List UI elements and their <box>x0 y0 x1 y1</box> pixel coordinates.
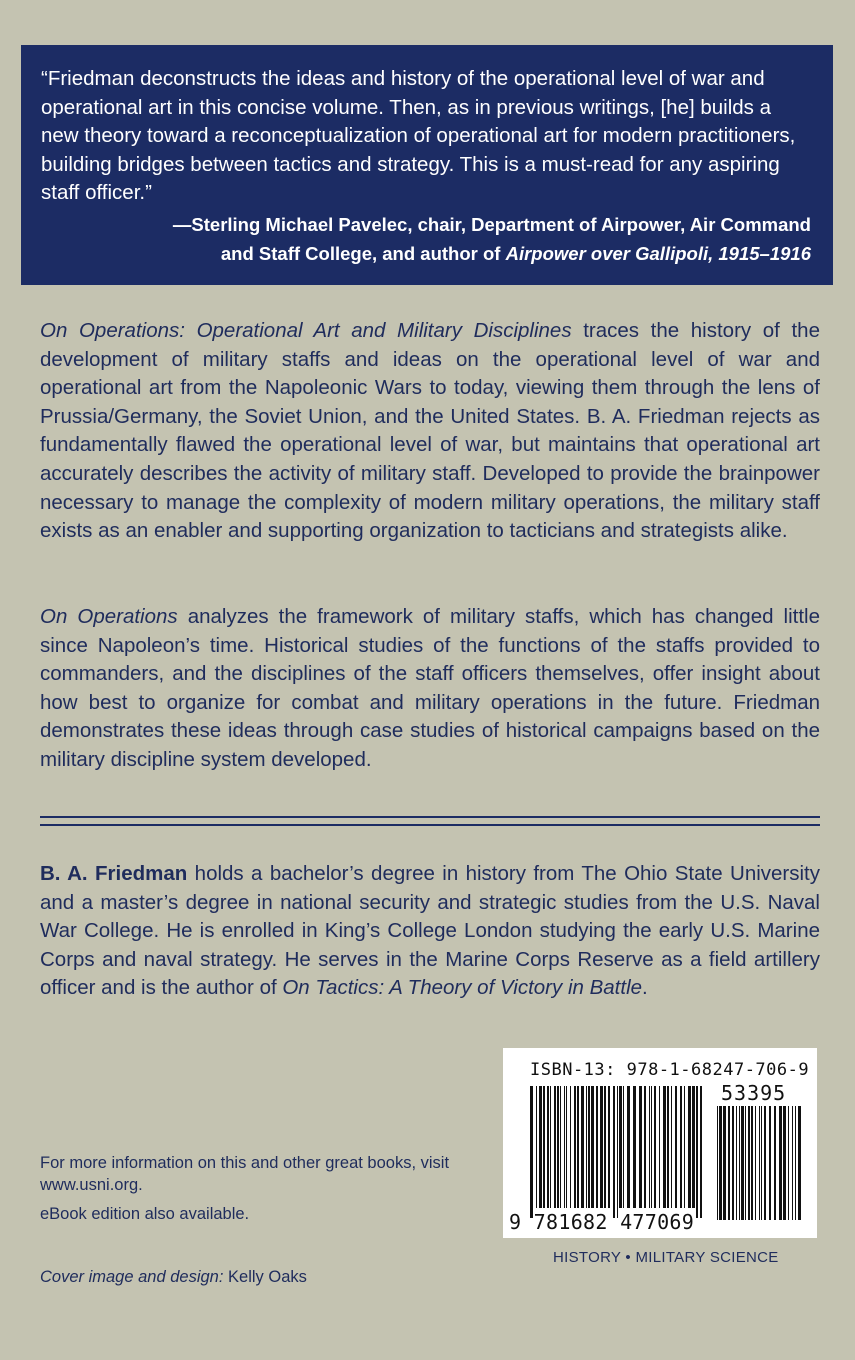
attribution-line-2 <box>41 239 811 268</box>
barcode-bar-18 <box>783 1106 786 1220</box>
ean-bars <box>530 1086 702 1218</box>
barcode-bar-38 <box>680 1086 682 1208</box>
barcode-bar-8 <box>560 1086 561 1208</box>
barcode-bar-0 <box>717 1106 718 1220</box>
barcode-bar-6 <box>739 1106 740 1220</box>
barcode-bar-31 <box>651 1086 652 1208</box>
barcode-bar-25 <box>623 1086 624 1208</box>
author-bio <box>40 860 820 1003</box>
barcode-bar-9 <box>564 1086 565 1208</box>
divider-bottom <box>40 824 820 826</box>
barcode-bar-28 <box>639 1086 642 1208</box>
barcode-bar-8 <box>745 1106 746 1220</box>
barcode-bar-21 <box>795 1106 796 1220</box>
barcode-bar-11 <box>755 1106 756 1220</box>
barcode-bar-4 <box>732 1106 734 1220</box>
barcode-bar-17 <box>779 1106 782 1220</box>
book-title-short: On Operations <box>40 605 178 628</box>
barcode-bar-7 <box>557 1086 559 1208</box>
barcode-bar-5 <box>550 1086 551 1208</box>
barcode-bar-13 <box>577 1086 579 1208</box>
description-p1-body: traces the history of the development of military staffs and ideas on the operational level of war and operational art from the Napoleonic Wars to today, viewing them through the lens of Prussia/Germany, the Soviet Union, and the United States. B. A. Friedman rejects as fundamentally flawed the operational level of war, but maintains that operational art accurately describes the activity of military staff. Developed to provide the brainpower necessary to manage the complexity of modern military operations, the military staff exists as an enabler and supporting organization to tacticians and strategists alike. <box>40 319 820 543</box>
barcode-bar-4 <box>547 1086 549 1208</box>
barcode-bar-26 <box>627 1086 630 1208</box>
barcode-bar-7 <box>741 1106 744 1220</box>
endorsement-box <box>21 45 833 285</box>
barcode-bar-1 <box>536 1086 537 1208</box>
barcode-bar-20 <box>604 1086 606 1208</box>
cover-credits <box>40 1266 307 1288</box>
barcode-bar-2 <box>723 1106 726 1220</box>
description-paragraph-2 <box>40 603 820 775</box>
barcode-bar-33 <box>659 1086 660 1208</box>
barcode-bar-17 <box>591 1086 594 1208</box>
description-paragraph-1 <box>40 317 820 546</box>
barcode-bar-16 <box>774 1106 776 1220</box>
description-p2-body: analyzes the framework of military staffs, which has changed little since Napoleon’s time. Historical studies of the functions of the staffs provided to commanders, and the disciplines of the staff officers themselves, offer insight about how best to organize for combat and military operations in the future. Friedman demonstrates these ideas through case studies of historical campaigns based on the military discipline system developed. <box>40 605 820 771</box>
barcode-bar-37 <box>675 1086 677 1208</box>
barcode-bar-32 <box>654 1086 656 1208</box>
barcode-bar-36 <box>671 1086 672 1208</box>
barcode-bar-18 <box>596 1086 598 1208</box>
barcode-bar-23 <box>617 1086 618 1218</box>
barcode-bar-14 <box>764 1106 766 1220</box>
barcode-bar-30 <box>649 1086 650 1208</box>
barcode-bar-15 <box>769 1106 771 1220</box>
barcode-bar-10 <box>751 1106 753 1220</box>
barcode-bar-16 <box>588 1086 590 1208</box>
endorsement-quote: “Friedman deconstructs the ideas and history of the operational level of war and operational art in this concise volume. Then, as in previous writings, [he] builds a new theory toward a reconceptualization of operational art for modern practitioners, building bridges between tactics and strategy. This is a must-read for any aspiring staff officer.” <box>41 67 796 204</box>
author-other-book: On Tactics: A Theory of Victory in Battle <box>282 976 643 1000</box>
barcode-bar-12 <box>574 1086 576 1208</box>
barcode-bar-29 <box>644 1086 646 1208</box>
more-info-text: For more information on this and other great books, visit www.usni.org. <box>40 1154 450 1194</box>
barcode-bar-2 <box>539 1086 542 1208</box>
book-title-full: On Operations: Operational Art and Military Disciplines <box>40 319 572 342</box>
barcode-bar-22 <box>798 1106 801 1220</box>
barcode <box>503 1048 817 1238</box>
barcode-bar-19 <box>788 1106 789 1220</box>
barcode-bar-6 <box>554 1086 556 1208</box>
author-bio-body: holds a bachelor’s degree in history from The Ohio State University and a master’s degree in national security and strategic studies from the U.S. Naval War College. He is enrolled in King’s College London studying the early U.S. Marine Corps and naval strategy. He serves in the Marine Corps Reserve as a field artillery officer and is the author of <box>40 862 820 1000</box>
addon-bars <box>717 1106 801 1220</box>
barcode-bar-43 <box>700 1086 702 1218</box>
barcode-bar-13 <box>761 1106 762 1220</box>
barcode-bar-22 <box>613 1086 615 1218</box>
barcode-bar-5 <box>736 1106 737 1220</box>
attribution-prefix: and Staff College, and author of <box>220 242 506 264</box>
endorsement-attribution <box>41 210 811 268</box>
barcode-bar-34 <box>663 1086 666 1208</box>
barcode-bar-3 <box>728 1106 730 1220</box>
barcode-bar-10 <box>566 1086 567 1208</box>
divider-top <box>40 816 820 818</box>
barcode-bar-42 <box>696 1086 698 1218</box>
barcode-bar-9 <box>748 1106 750 1220</box>
barcode-bar-21 <box>608 1086 610 1208</box>
ebook-note: eBook edition also available. <box>40 1205 250 1223</box>
isbn-label: ISBN-13: 978-1-68247-706-9 <box>530 1060 810 1080</box>
barcode-bar-39 <box>684 1086 685 1208</box>
price-code: 53395 <box>721 1081 787 1105</box>
barcode-bar-0 <box>530 1086 533 1218</box>
barcode-bar-27 <box>633 1086 636 1208</box>
barcode-bar-40 <box>688 1086 691 1208</box>
barcode-bar-15 <box>586 1086 587 1208</box>
barcode-bar-3 <box>543 1086 545 1208</box>
barcode-bar-20 <box>792 1106 793 1220</box>
barcode-bar-12 <box>759 1106 760 1220</box>
credits-label: Cover image and design: <box>40 1268 224 1286</box>
barcode-bar-14 <box>581 1086 584 1208</box>
barcode-bar-11 <box>570 1086 571 1208</box>
barcode-bar-24 <box>619 1086 622 1208</box>
category-label: HISTORY • MILITARY SCIENCE <box>553 1249 779 1266</box>
barcode-bar-41 <box>692 1086 695 1208</box>
ean-digits: 9 781682 477069 <box>509 1210 695 1234</box>
barcode-bar-35 <box>667 1086 669 1208</box>
attribution-line-1: —Sterling Michael Pavelec, chair, Department of Airpower, Air Command <box>172 213 811 235</box>
author-name: B. A. Friedman <box>40 862 188 885</box>
author-bio-end: . <box>642 976 648 1000</box>
barcode-bar-19 <box>600 1086 603 1208</box>
attribution-book-title: Airpower over Gallipoli, 1915–1916 <box>505 242 811 264</box>
credits-name: Kelly Oaks <box>223 1268 307 1286</box>
barcode-bar-1 <box>719 1106 722 1220</box>
